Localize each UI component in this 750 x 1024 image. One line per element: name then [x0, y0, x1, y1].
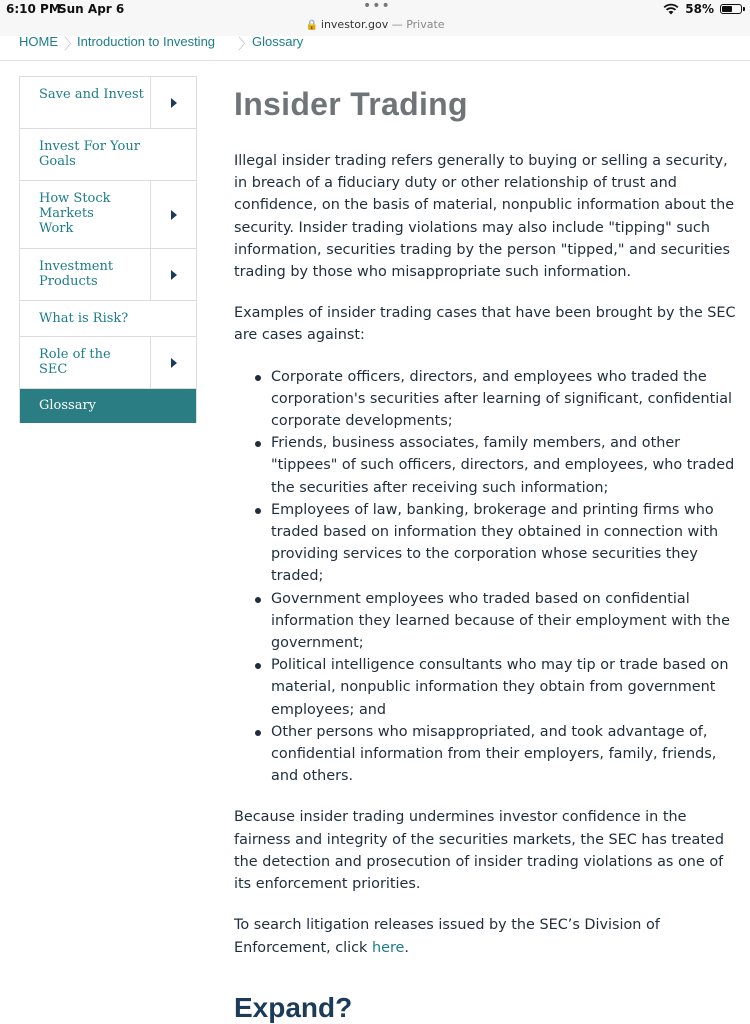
- next-section-heading: Expand?: [234, 992, 353, 1023]
- address-bar[interactable]: [0, 18, 750, 31]
- wifi-icon: [663, 3, 679, 15]
- page-title: Insider Trading: [234, 86, 468, 122]
- url-text: investor.gov: [320, 18, 389, 31]
- sidebar-item-glossary[interactable]: [20, 389, 196, 423]
- breadcrumb-introduction[interactable]: Introduction to Investing: [77, 34, 216, 49]
- chevron-right-icon[interactable]: [150, 337, 196, 388]
- sidebar-item-label: Investment Products: [39, 259, 114, 289]
- status-bar: [0, 0, 750, 36]
- battery-percent: 58%: [685, 2, 714, 16]
- here-link[interactable]: here: [371, 939, 405, 956]
- chevron-right-icon[interactable]: [150, 249, 196, 300]
- list-item: Employees of law, banking, brokerage and printing firms who traded based on information they obtained in connection with providing services to the corporation whose securities they traded;: [271, 499, 740, 588]
- sidebar-item-label: Role of the SEC: [39, 347, 111, 377]
- sidebar-item-investment-products[interactable]: [20, 249, 196, 301]
- private-label: — Private: [391, 18, 445, 31]
- chevron-right-icon[interactable]: [150, 77, 196, 128]
- tab-dots-icon[interactable]: •••: [363, 0, 391, 14]
- list-item: Government employees who traded based on confidential information they learned because of their employment with the government;: [271, 588, 740, 655]
- list-item: Friends, business associates, family members, and other "tippees" of such officers, directors, and employees, who traded the securities after receiving such information;: [271, 432, 740, 499]
- sidebar-item-label: Save and Invest: [39, 87, 144, 102]
- list-item: Other persons who misappropriated, and took advantage of, confidential information from their employers, family, friends, and others.: [271, 721, 740, 788]
- breadcrumb: [0, 36, 750, 61]
- search-paragraph: [234, 914, 740, 958]
- sidebar-item-label: How Stock Markets Work: [39, 191, 111, 236]
- battery-icon: [720, 4, 742, 14]
- list-item: Political intelligence consultants who may tip or trade based on material, nonpublic information they obtain from government employees; and: [271, 654, 740, 721]
- cases-list: [234, 366, 740, 788]
- intro-paragraph: Illegal insider trading refers generally to buying or selling a security, in breach of a fiduciary duty or other relationship of trust and confidence, on the basis of material, nonpublic information about the security. Insider trading violations may also include "tipping" such information, securities trading by the person "tipped," and securities trading by those who misappropriate such information.: [234, 153, 735, 281]
- status-date: Sun Apr 6: [58, 2, 125, 16]
- closing-paragraph: Because insider trading undermines investor confidence in the fairness and integrity of the securities markets, the SEC has treated the detection and prosecution of insider trading violations as one of its enforcement priorities.: [234, 809, 724, 893]
- search-end: .: [404, 939, 409, 956]
- status-time: 6:10 PM: [6, 2, 61, 16]
- sidebar-item-label: What is Risk?: [39, 311, 129, 326]
- sidebar-item-save-and-invest[interactable]: [20, 77, 196, 129]
- sidebar-item-label: Invest For Your Goals: [39, 139, 140, 169]
- status-indicators: [663, 2, 742, 16]
- sidebar-item-invest-for-your-goals[interactable]: [20, 129, 196, 181]
- breadcrumb-glossary[interactable]: Glossary: [252, 34, 304, 49]
- list-item: Corporate officers, directors, and employees who traded the corporation's securities after learning of significant, confidential corporate developments;: [271, 366, 740, 433]
- sidebar-item-how-stock-markets-work[interactable]: [20, 181, 196, 249]
- article-body: [234, 150, 740, 959]
- breadcrumb-separator-icon: 〉: [64, 36, 80, 53]
- examples-paragraph: Examples of insider trading cases that have been brought by the SEC are cases against:: [234, 305, 736, 344]
- sidebar-nav: [19, 76, 197, 423]
- search-text: To search litigation releases issued by the SEC’s Division of Enforcement, click: [234, 917, 660, 956]
- sidebar-item-label: Glossary: [39, 398, 97, 413]
- chevron-right-icon[interactable]: [150, 181, 196, 248]
- sidebar-item-what-is-risk[interactable]: [20, 301, 196, 337]
- breadcrumb-separator-icon: 〉: [238, 36, 254, 53]
- lock-icon: 🔒: [305, 20, 318, 31]
- sidebar-item-role-of-the-sec[interactable]: [20, 337, 196, 389]
- breadcrumb-home[interactable]: HOME: [19, 34, 58, 49]
